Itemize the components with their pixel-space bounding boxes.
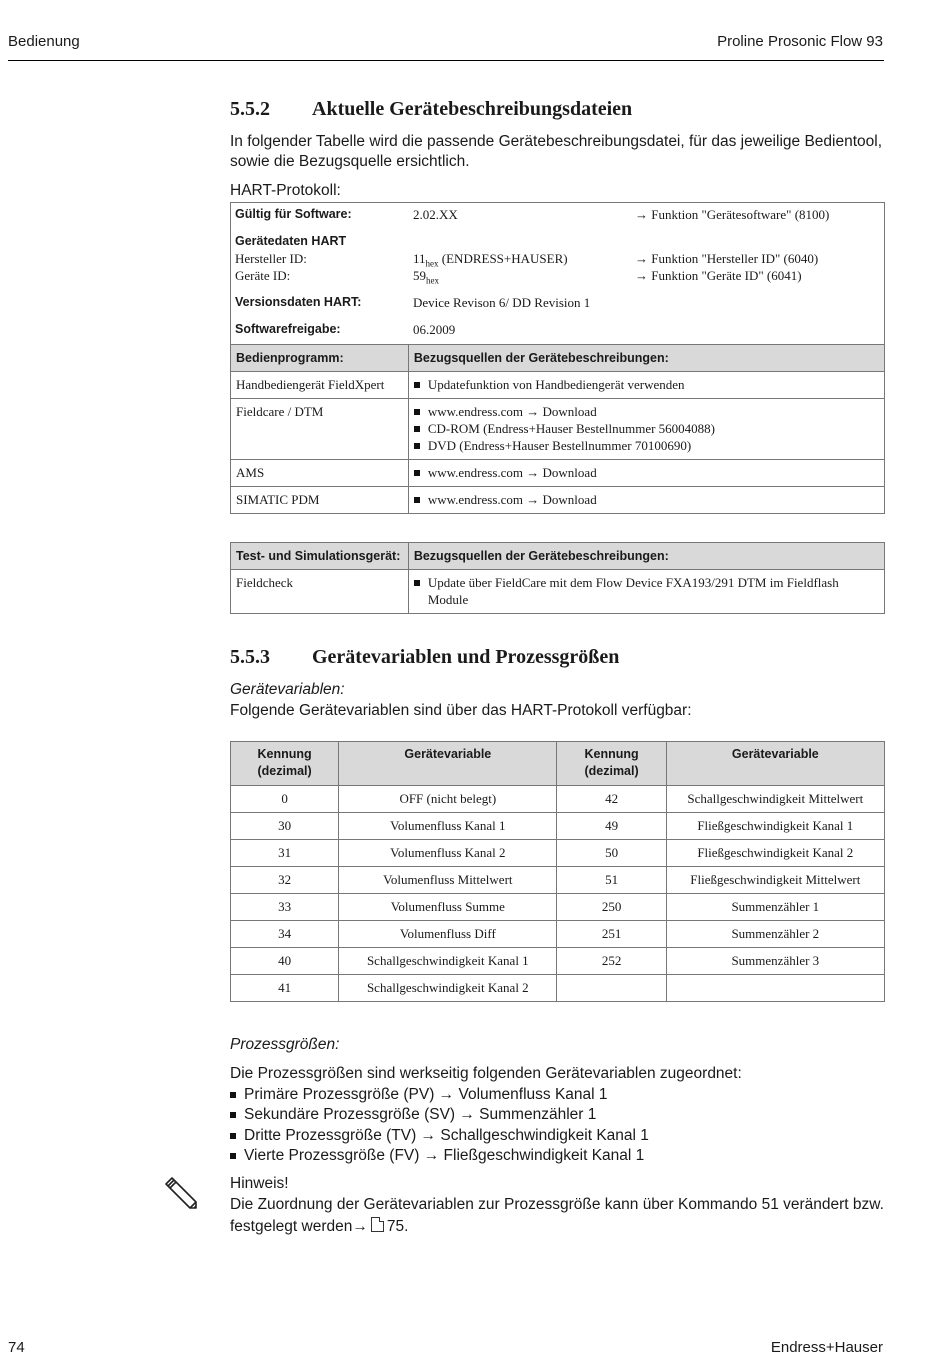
note-page-ref[interactable]: 75. <box>386 1217 409 1235</box>
list-item: Sekundäre Prozessgröße (SV) → Summenzähler 1 <box>230 1105 742 1126</box>
table-row <box>231 867 885 894</box>
column-header: Kennung (dezimal) <box>231 742 339 786</box>
table-cell: 42 <box>557 786 666 813</box>
table-cell <box>557 975 666 1002</box>
section-heading-553 <box>230 646 619 669</box>
info-label: Versionsdaten HART: <box>235 295 362 309</box>
table-row <box>231 487 885 514</box>
table-cell: 30 <box>231 813 339 840</box>
arrow-icon: → <box>635 268 648 283</box>
table-cell: Summenzähler 2 <box>666 921 884 948</box>
note-title: Hinweis! <box>230 1175 289 1192</box>
value-number: 11 <box>413 251 426 266</box>
section-number: 5.5.3 <box>230 646 270 668</box>
program-name: Fieldcare / DTM <box>231 399 409 460</box>
device-variables-intro: Folgende Gerätevariablen sind über das HART-Protokoll verfügbar: <box>230 702 692 719</box>
table-header-row <box>231 742 885 786</box>
table-row <box>231 894 885 921</box>
table-cell: 31 <box>231 840 339 867</box>
table-cell: 252 <box>557 948 666 975</box>
page-reference-icon <box>371 1217 384 1232</box>
table-row <box>231 570 885 614</box>
table-cell: Summenzähler 3 <box>666 948 884 975</box>
list-item: Dritte Prozessgröße (TV) → Schallgeschwindigkeit Kanal 1 <box>230 1126 742 1147</box>
list-item: www.endress.com → Download <box>414 464 879 481</box>
table-cell: OFF (nicht belegt) <box>339 786 557 813</box>
column-header: Gerätevariable <box>666 742 884 786</box>
pencil-icon <box>160 1172 200 1212</box>
table-cell: 32 <box>231 867 339 894</box>
list-item: Updatefunktion von Handbediengerät verwenden <box>414 376 879 393</box>
table-cell: Schallgeschwindigkeit Mittelwert <box>666 786 884 813</box>
column-header: Bedienprogramm: <box>231 345 409 372</box>
table-cell: Schallgeschwindigkeit Kanal 1 <box>339 948 557 975</box>
info-label: Gerätedaten HART <box>235 234 347 248</box>
table-cell: 0 <box>231 786 339 813</box>
intro-paragraph: In folgender Tabelle wird die passende Gerätebeschreibungsdatei, für das jeweilige Bedientool, sowie die Bezugsquelle ersichtlich. <box>230 133 882 170</box>
info-reference <box>635 251 818 267</box>
table-cell: 49 <box>557 813 666 840</box>
table-cell: Volumenfluss Summe <box>339 894 557 921</box>
column-header: Bezugsquellen der Gerätebeschreibungen: <box>408 345 884 372</box>
process-variables-label: Prozessgrößen: <box>230 1036 340 1053</box>
section-number: 5.5.2 <box>230 98 270 120</box>
info-label: Geräte ID: <box>235 268 291 283</box>
info-value: 2.02.XX <box>413 207 458 222</box>
header-section-title: Bedienung <box>8 33 80 50</box>
table-cell: Schallgeschwindigkeit Kanal 2 <box>339 975 557 1002</box>
table-cell <box>666 975 884 1002</box>
info-label: Gültig für Software: <box>235 207 352 221</box>
table-cell: 251 <box>557 921 666 948</box>
list-item: CD-ROM (Endress+Hauser Bestellnummer 56004088) <box>414 420 879 437</box>
table-cell: Volumenfluss Diff <box>339 921 557 948</box>
info-label: Softwarefreigabe: <box>235 322 341 336</box>
table-row <box>231 786 885 813</box>
info-label: Hersteller ID: <box>235 251 307 266</box>
source-cell <box>408 399 884 460</box>
column-header: Test- und Simulationsgerät: <box>231 543 409 570</box>
info-reference <box>635 268 802 284</box>
source-cell <box>408 570 884 614</box>
footer-brand: Endress+Hauser <box>770 1339 883 1356</box>
table-cell: Fließgeschwindigkeit Mittelwert <box>666 867 884 894</box>
section-heading-552 <box>230 98 632 121</box>
test-device-name: Fieldcheck <box>231 570 409 614</box>
table-row <box>231 399 885 460</box>
table-row <box>231 840 885 867</box>
info-reference <box>635 207 829 223</box>
process-variables-intro: Die Prozessgrößen sind werkseitig folgenden Gerätevariablen zugeordnet: <box>230 1065 742 1082</box>
reference-text: Funktion "Gerätesoftware" (8100) <box>651 207 830 222</box>
arrow-icon: → <box>635 251 648 266</box>
column-header: Gerätevariable <box>339 742 557 786</box>
info-value: Device Revison 6/ DD Revision 1 <box>413 295 591 310</box>
note-text <box>230 1195 890 1237</box>
list-item: www.endress.com → Download <box>414 491 879 508</box>
table-row <box>231 921 885 948</box>
hart-protocol-label: HART-Protokoll: <box>230 182 341 199</box>
table-cell: Summenzähler 1 <box>666 894 884 921</box>
value-subscript: hex <box>425 258 439 269</box>
table-row <box>231 948 885 975</box>
table-cell: 33 <box>231 894 339 921</box>
list-item: Update über FieldCare mit dem Flow Device FXA193/291 DTM im Fieldflash Module <box>414 574 879 608</box>
note-body: Die Zuordnung der Gerätevariablen zur Prozessgröße kann über Kommando 51 verändert bzw. festgelegt werden→ <box>230 1196 884 1235</box>
list-item: Vierte Prozessgröße (FV) → Fließgeschwindigkeit Kanal 1 <box>230 1146 742 1167</box>
table-row <box>231 372 885 399</box>
table-cell: Volumenfluss Kanal 2 <box>339 840 557 867</box>
table-cell: Fließgeschwindigkeit Kanal 1 <box>666 813 884 840</box>
source-cell <box>408 460 884 487</box>
table-row <box>231 975 885 1002</box>
info-value <box>413 268 439 286</box>
table-cell: 41 <box>231 975 339 1002</box>
section-title: Gerätevariablen und Prozessgrößen <box>312 646 620 668</box>
column-header: Kennung (dezimal) <box>557 742 666 786</box>
table-cell: 50 <box>557 840 666 867</box>
page-number: 74 <box>8 1339 25 1356</box>
info-value <box>413 251 568 269</box>
column-header: Bezugsquellen der Gerätebeschreibungen: <box>408 543 884 570</box>
value-number: 59 <box>413 268 426 283</box>
table-row <box>231 460 885 487</box>
program-name: SIMATIC PDM <box>231 487 409 514</box>
header-divider <box>8 60 884 61</box>
table-row <box>231 813 885 840</box>
value-suffix: (ENDRESS+HAUSER) <box>438 251 568 266</box>
program-name: AMS <box>231 460 409 487</box>
table-cell: Volumenfluss Mittelwert <box>339 867 557 894</box>
device-variables-label: Gerätevariablen: <box>230 681 345 698</box>
table-cell: 34 <box>231 921 339 948</box>
reference-text: Funktion "Geräte ID" (6041) <box>651 268 802 283</box>
table-cell: Fließgeschwindigkeit Kanal 2 <box>666 840 884 867</box>
program-name: Handbediengerät FieldXpert <box>231 372 409 399</box>
programs-table <box>230 344 885 514</box>
table-header-row <box>231 345 885 372</box>
process-variables-block <box>230 1064 742 1167</box>
table-cell: 51 <box>557 867 666 894</box>
table-header-row <box>231 543 885 570</box>
source-cell <box>408 487 884 514</box>
table-cell: Volumenfluss Kanal 1 <box>339 813 557 840</box>
list-item: DVD (Endress+Hauser Bestellnummer 70100690) <box>414 437 879 454</box>
header-product-name: Proline Prosonic Flow 93 <box>717 33 883 50</box>
value-subscript: hex <box>426 275 439 286</box>
process-variables-list <box>230 1085 742 1167</box>
info-value: 06.2009 <box>413 322 456 337</box>
device-info-box <box>230 202 885 345</box>
source-cell <box>408 372 884 399</box>
list-item: Primäre Prozessgröße (PV) → Volumenfluss Kanal 1 <box>230 1085 742 1106</box>
list-item: www.endress.com → Download <box>414 403 879 420</box>
arrow-icon: → <box>635 207 648 222</box>
reference-text: Funktion "Hersteller ID" (6040) <box>651 251 819 266</box>
section-title: Aktuelle Gerätebeschreibungsdateien <box>312 98 633 120</box>
table-cell: 250 <box>557 894 666 921</box>
device-variables-table <box>230 741 885 1002</box>
table-cell: 40 <box>231 948 339 975</box>
test-device-table <box>230 542 885 614</box>
